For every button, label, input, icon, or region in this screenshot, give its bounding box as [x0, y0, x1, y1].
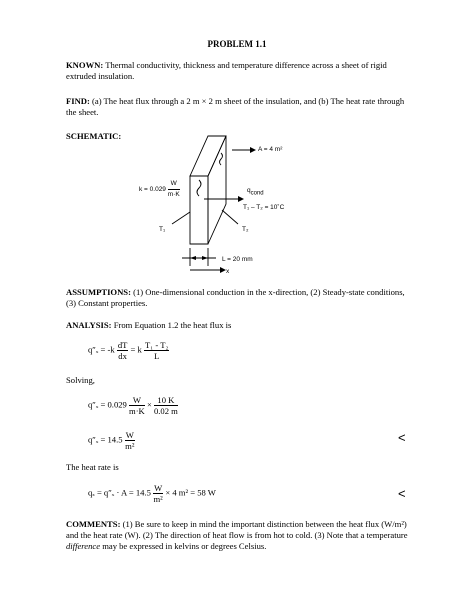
k-units-num: W — [168, 179, 180, 190]
eq1-derivative — [117, 340, 129, 361]
eq3-lhs: q″ₓ = 14.5 — [88, 434, 123, 445]
eq4-lhs: qₓ = q″ₓ · A = 14.5 — [88, 487, 151, 498]
problem-title: PROBLEM 1.1 — [207, 39, 267, 49]
eq4-units — [153, 483, 163, 504]
area-arrowhead — [250, 147, 256, 153]
analysis-text: From Equation 1.2 the heat flux is — [113, 320, 232, 330]
eq2-values-den: 0.02 m — [153, 406, 178, 416]
area-label: A = 4 m² — [258, 146, 283, 153]
eq2-units-den: m·K — [129, 406, 145, 416]
q-cond-label — [247, 187, 264, 196]
l-arrow-left — [190, 256, 196, 260]
eq2-times: × — [146, 399, 152, 410]
result-marker-rate: < — [398, 486, 406, 501]
t2-leader — [222, 210, 238, 224]
eq1-mid: = k — [130, 344, 142, 355]
analysis-label: ANALYSIS: — [66, 320, 112, 330]
squiggle-mark — [220, 153, 223, 165]
eq1-lhs: q″ₓ = -k — [88, 344, 115, 355]
assumptions-label: ASSUMPTIONS: — [66, 287, 131, 297]
heat-rate-text: The heat rate is — [66, 462, 119, 472]
heat-flow-arrowhead — [238, 196, 244, 202]
schematic-diagram — [110, 128, 360, 276]
comments-text-1: (1) Be sure to keep in mind the important distinction between the heat flux (W/m²) and the heat rate (W). (2) The direction of heat flow is from hot to cold. (3) Note that a temperature — [66, 519, 408, 540]
equation-flux-result — [88, 430, 135, 451]
k-units-den: m·K — [167, 191, 180, 198]
eq3-units-den: m² — [125, 441, 135, 451]
known-paragraph — [66, 60, 411, 82]
thickness-label: L = 20 mm — [222, 256, 253, 263]
eq2-units-num: W — [129, 395, 145, 406]
slab-top-face — [190, 136, 226, 176]
eq1-gradient-num: T₁ - T₂ — [144, 340, 169, 350]
t1-leader — [172, 212, 190, 224]
find-label: FIND: — [66, 96, 90, 106]
eq2-lhs: q″ₓ = 0.029 — [88, 399, 127, 410]
eq3-units-num: W — [125, 430, 134, 440]
comments-label: COMMENTS: — [66, 519, 121, 529]
find-text: (a) The heat flux through a 2 m × 2 m sheet of the insulation, and (b) The heat rate through the sheet. — [66, 96, 405, 117]
eq1-derivative-den: dx — [118, 351, 127, 361]
equation-substitution — [88, 395, 178, 416]
eq2-values-num: 10 K — [154, 395, 178, 406]
temp-difference-label: T₁ – T₂ = 10˚C — [243, 204, 285, 211]
slab-front-face — [190, 176, 208, 244]
analysis-paragraph — [66, 320, 411, 331]
comments-text-2: may be expressed in kelvins or degrees Celsius. — [100, 541, 267, 551]
l-arrow-right — [202, 256, 208, 260]
comments-italic: difference — [66, 541, 101, 551]
x-axis-label: x — [226, 268, 230, 275]
schematic-label: SCHEMATIC: — [66, 131, 122, 141]
k-units — [168, 179, 180, 200]
equation-heat-flux — [88, 340, 169, 361]
solving-text: Solving, — [66, 375, 95, 385]
eq1-gradient-den: L — [154, 351, 160, 361]
eq1-derivative-num: dT — [117, 340, 128, 350]
known-text: Thermal conductivity, thickness and temperature difference across a sheet of rigid extruded insulation. — [66, 60, 387, 81]
known-label: KNOWN: — [66, 60, 104, 70]
q-subscript: cond — [250, 190, 264, 197]
q-symbol: q — [247, 187, 251, 194]
result-marker-flux: < — [398, 430, 406, 445]
assumptions-paragraph — [66, 287, 411, 309]
assumptions-text: (1) One-dimensional conduction in the x-direction, (2) Steady-state conditions, (3) Constant properties. — [66, 287, 405, 308]
comments-paragraph — [66, 519, 416, 552]
slab-right-face — [208, 136, 226, 244]
eq4-units-num: W — [154, 483, 163, 493]
eq2-units — [129, 395, 145, 416]
equation-heat-rate — [88, 483, 216, 504]
eq3-units — [125, 430, 135, 451]
squiggle-mark-left — [197, 180, 201, 196]
eq2-values — [154, 395, 178, 416]
eq1-gradient — [144, 340, 170, 361]
eq4-rest: × 4 m² = 58 W — [165, 487, 216, 498]
find-paragraph — [66, 96, 411, 118]
eq4-units-den: m² — [153, 494, 163, 504]
k-label — [139, 179, 180, 200]
k-prefix: k = 0.029 — [139, 186, 166, 194]
t1-label: T₁ — [159, 226, 166, 233]
t2-label: T₂ — [242, 226, 249, 233]
